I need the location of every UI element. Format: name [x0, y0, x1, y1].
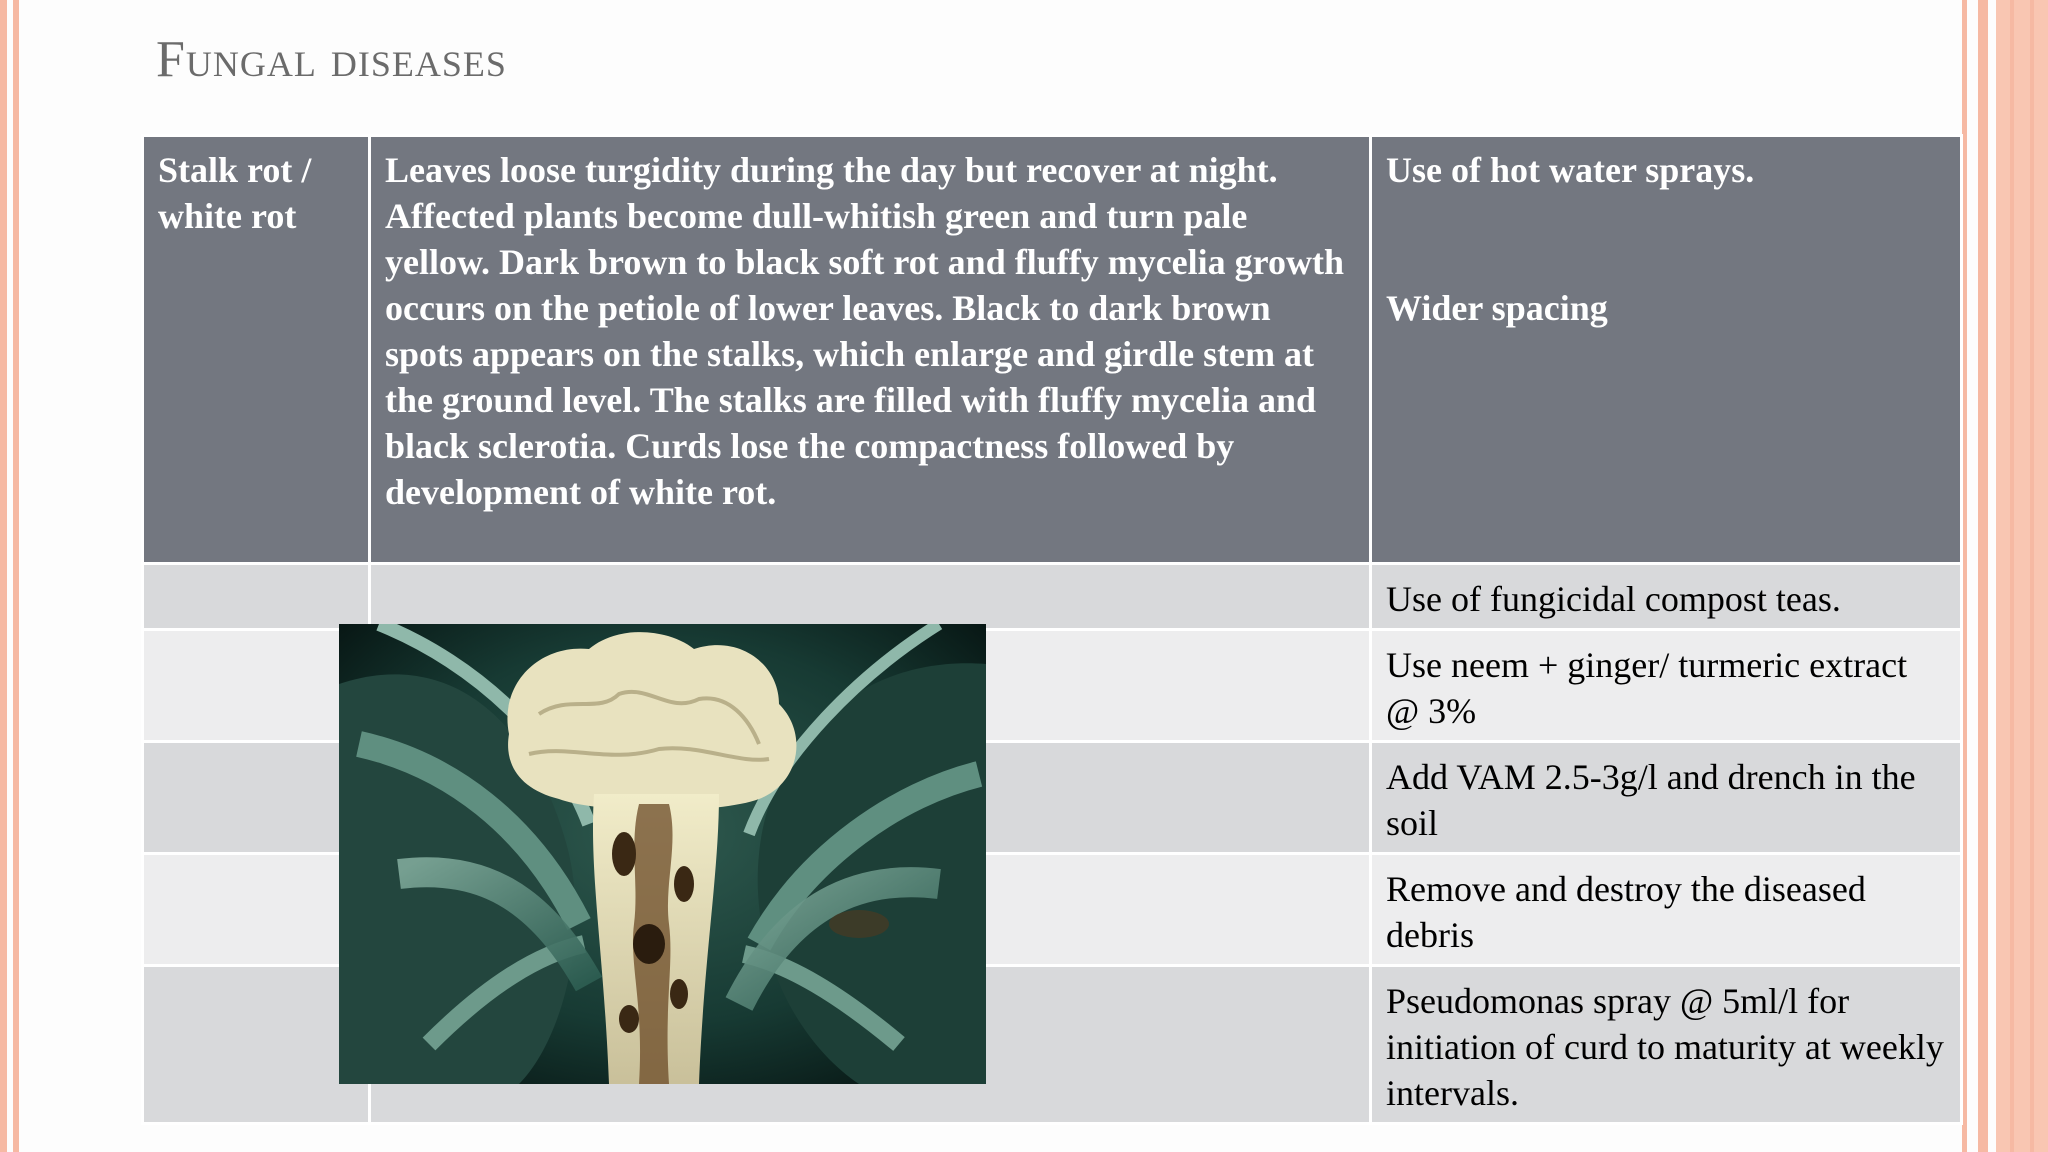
table-row — [143, 564, 1962, 630]
cauliflower-stalk-rot-photo — [339, 624, 986, 1084]
empty-cell — [143, 966, 370, 1124]
empty-cell — [143, 742, 370, 854]
frame-stripe-left-inner — [13, 0, 19, 1152]
empty-cell — [143, 630, 370, 742]
management-item: Remove and destroy the diseased debris — [1371, 854, 1962, 966]
management-item: Pseudomonas spray @ 5ml/l for initiation of curd to maturity at weekly intervals. — [1371, 966, 1962, 1124]
frame-stripe-right — [2010, 0, 2014, 1152]
empty-cell — [143, 564, 370, 630]
frame-stripe-right-wide — [1996, 0, 2048, 1152]
frame-stripe-right — [1978, 0, 1988, 1152]
slide-title: Fungal diseases — [156, 31, 507, 88]
empty-cell — [143, 854, 370, 966]
frame-stripe-right — [2030, 0, 2034, 1152]
management-item: Use of fungicidal compost teas. — [1371, 564, 1962, 630]
management-item: Wider spacing — [1386, 288, 1608, 328]
symptoms-cell: Leaves loose turgidity during the day but recover at night. Affected plants become dull-whitish green and turn pale yellow. Dark brown to black soft rot and fluffy mycelia growth occurs on the petiole of lower leaves. Black to dark brown spots appears on the stalks, which enlarge and girdle stem at the ground level. The stalks are filled with fluffy mycelia and black sclerotia. Curds lose the compactness followed by development of white rot. — [370, 136, 1371, 564]
empty-cell — [370, 564, 1371, 630]
management-item: Use neem + ginger/ turmeric extract @ 3% — [1371, 630, 1962, 742]
table-header-row — [143, 136, 1962, 564]
management-cell — [1371, 136, 1962, 564]
disease-name-cell: Stalk rot / white rot — [143, 136, 370, 564]
frame-stripe-left — [0, 0, 7, 1152]
management-item: Use of hot water sprays. — [1386, 150, 1755, 190]
management-item: Add VAM 2.5-3g/l and drench in the soil — [1371, 742, 1962, 854]
